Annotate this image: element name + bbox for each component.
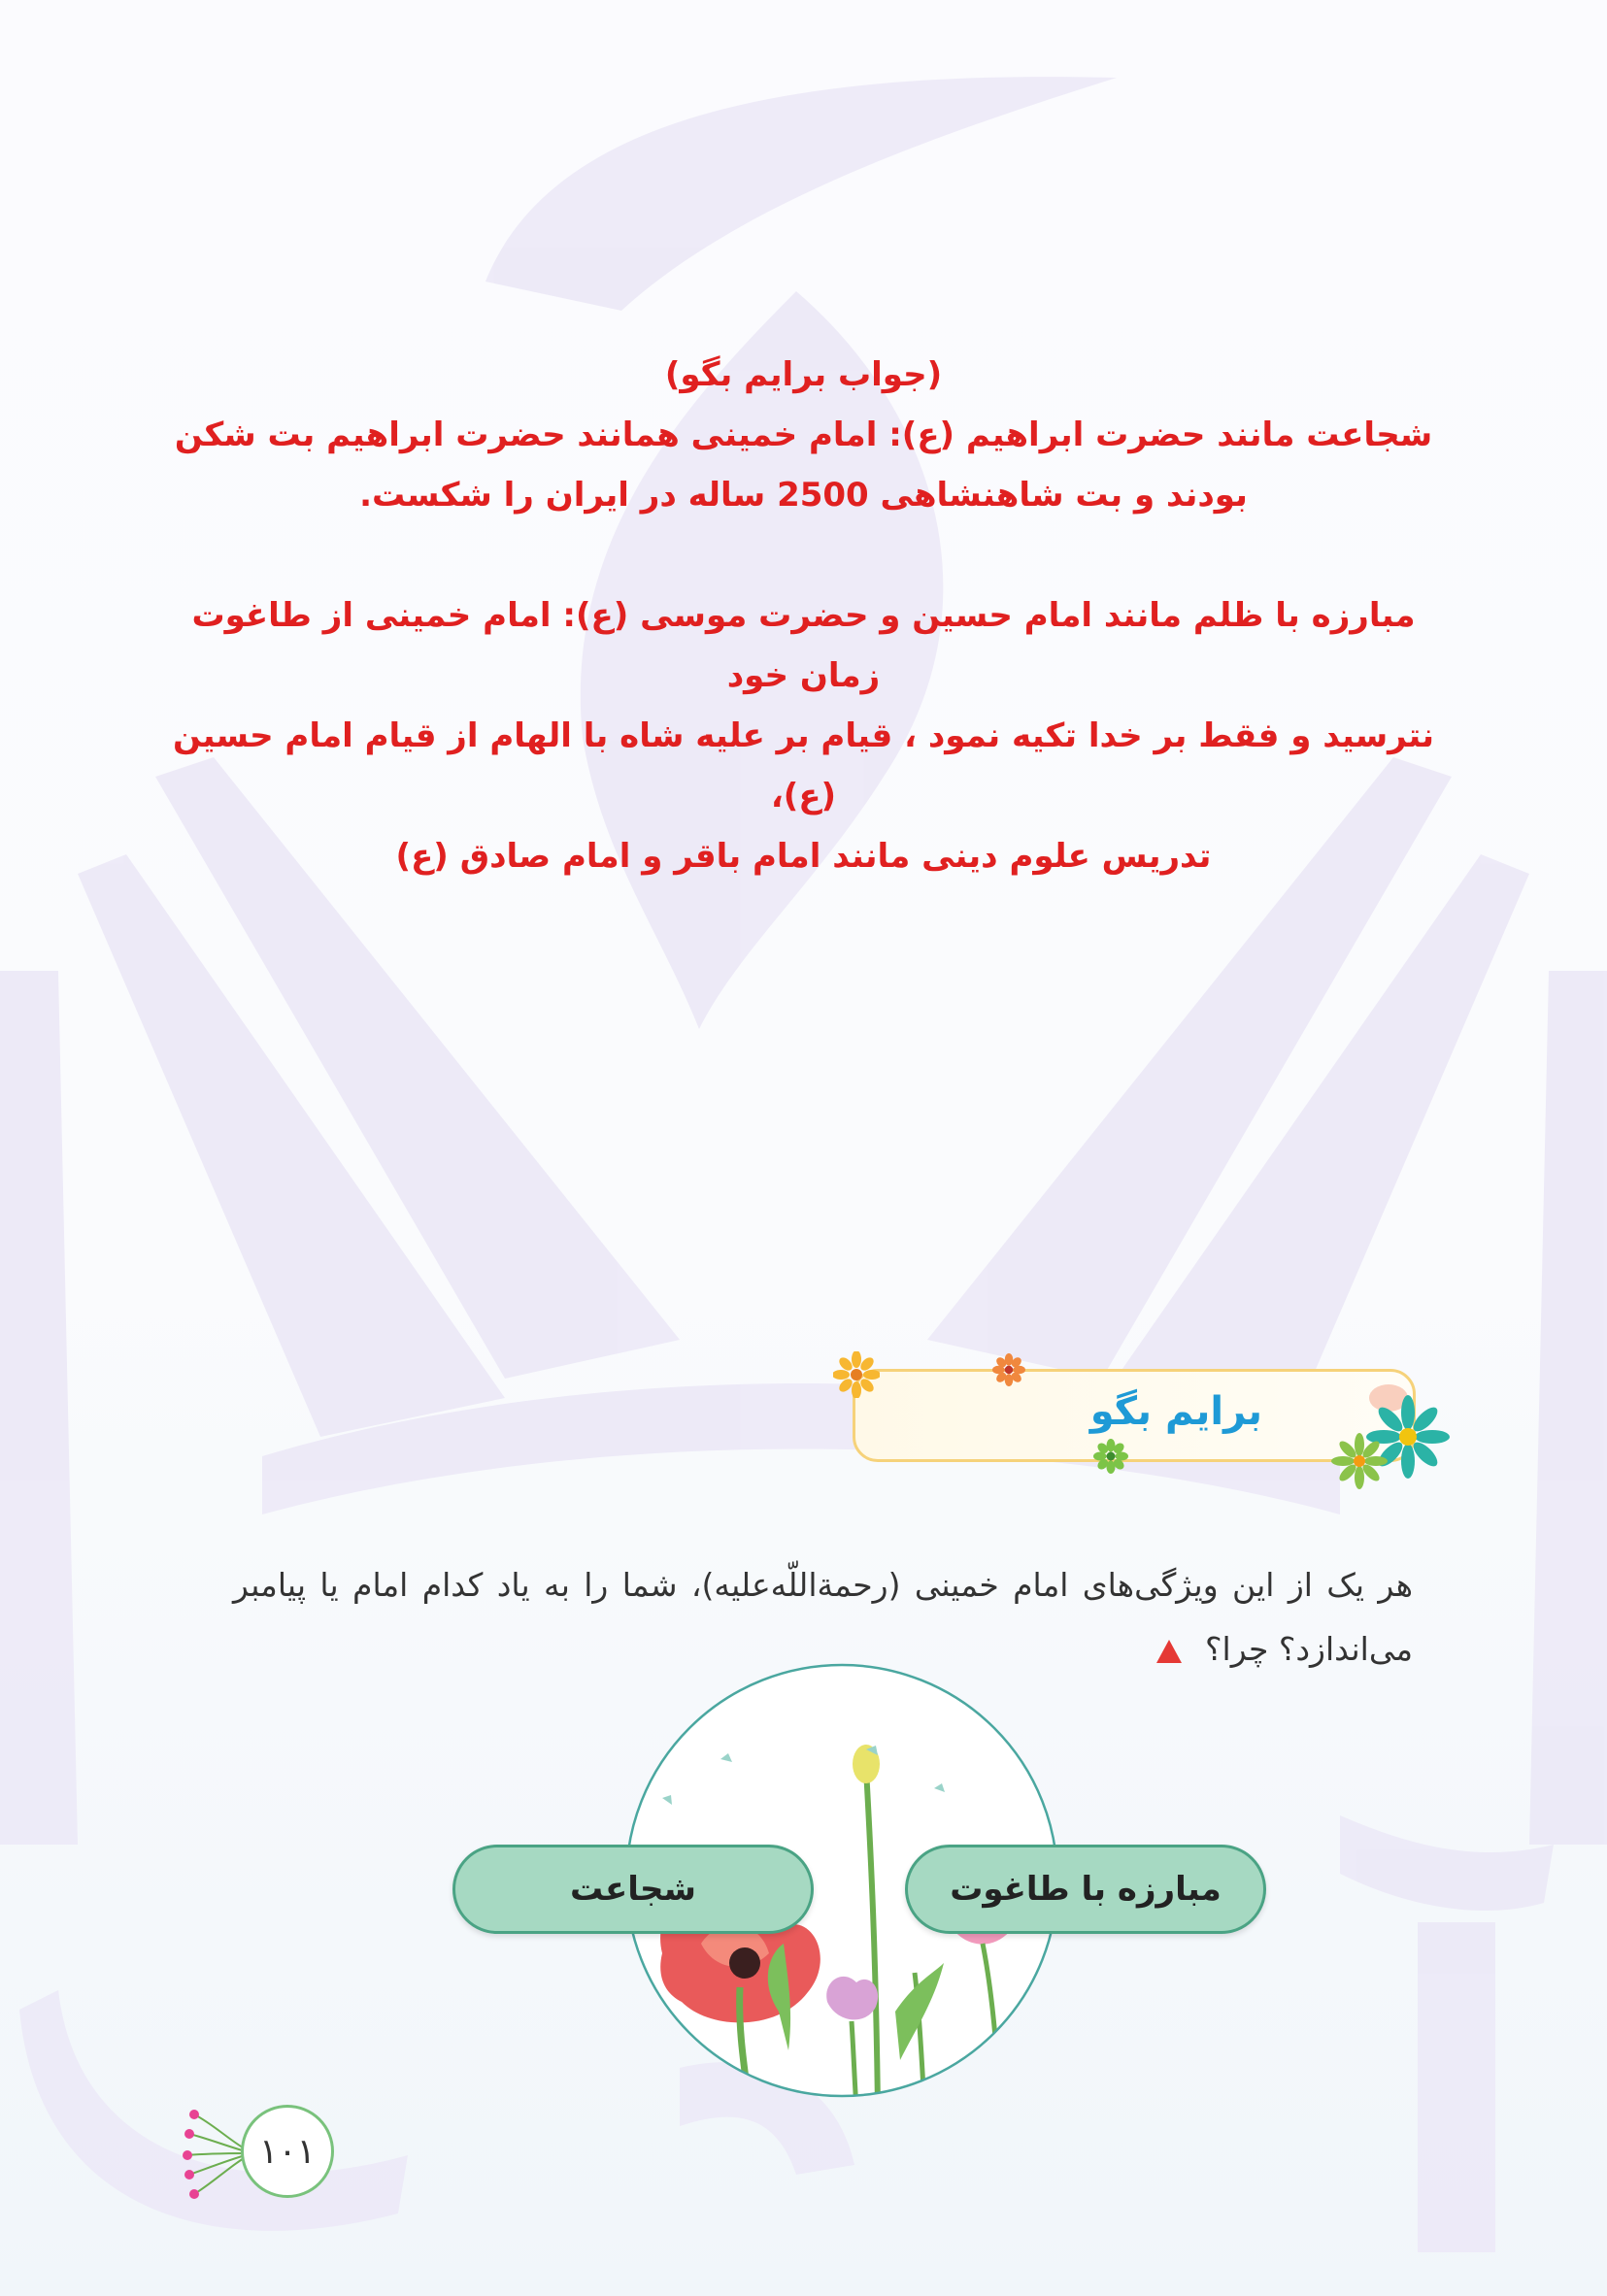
- flower-icon: [992, 1353, 1025, 1386]
- triangle-marker-icon: [1156, 1640, 1182, 1663]
- answer-paragraph-2-line-2: نترسید و فقط بر خدا تکیه نمود ، قیام بر علیه شاه با الهام از قیام امام حسین (ع)،: [173, 716, 1434, 815]
- page-number-label: ۱۰۱: [259, 2131, 317, 2172]
- question-body: هر یک از این ویژگی‌های امام خمینی (رحمة‌اللّه‌علیه)، شما را به یاد کدام امام یا پیامبر می‌اندازد؟ چرا؟: [233, 1566, 1413, 1668]
- answer-paragraph-2-line-1: مبارزه با ظلم مانند امام حسین و حضرت موسی (ع): امام خمینی از طاغوت زمان خود: [191, 596, 1416, 695]
- answer-paragraph-2-line-3: تدریس علوم دینی مانند امام باقر و امام صادق (ع): [395, 837, 1212, 876]
- section-title: برایم بگو: [1089, 1389, 1262, 1434]
- flower-icon: [1093, 1439, 1128, 1474]
- flower-cluster-icon: [1321, 1369, 1456, 1495]
- page-number: [241, 2105, 334, 2198]
- answer-heading-block: [155, 345, 1452, 886]
- answer-paragraph-1-line-2: بودند و بت شاهنشاهی 2500 ساله در ایران را شکست.: [359, 476, 1248, 515]
- answer-heading: (جواب برایم بگو): [664, 355, 943, 394]
- trait-pill-fight-taghut: [905, 1845, 1266, 1934]
- trait-pill-courage: [452, 1845, 814, 1934]
- flower-icon: [833, 1351, 880, 1398]
- answer-paragraph-1-line-1: شجاعت مانند حضرت ابراهیم (ع): امام خمینی همانند حضرت ابراهیم بت شکن: [174, 416, 1433, 454]
- trait-label: مبارزه با طاغوت: [950, 1870, 1222, 1909]
- trait-label: شجاعت: [570, 1870, 696, 1909]
